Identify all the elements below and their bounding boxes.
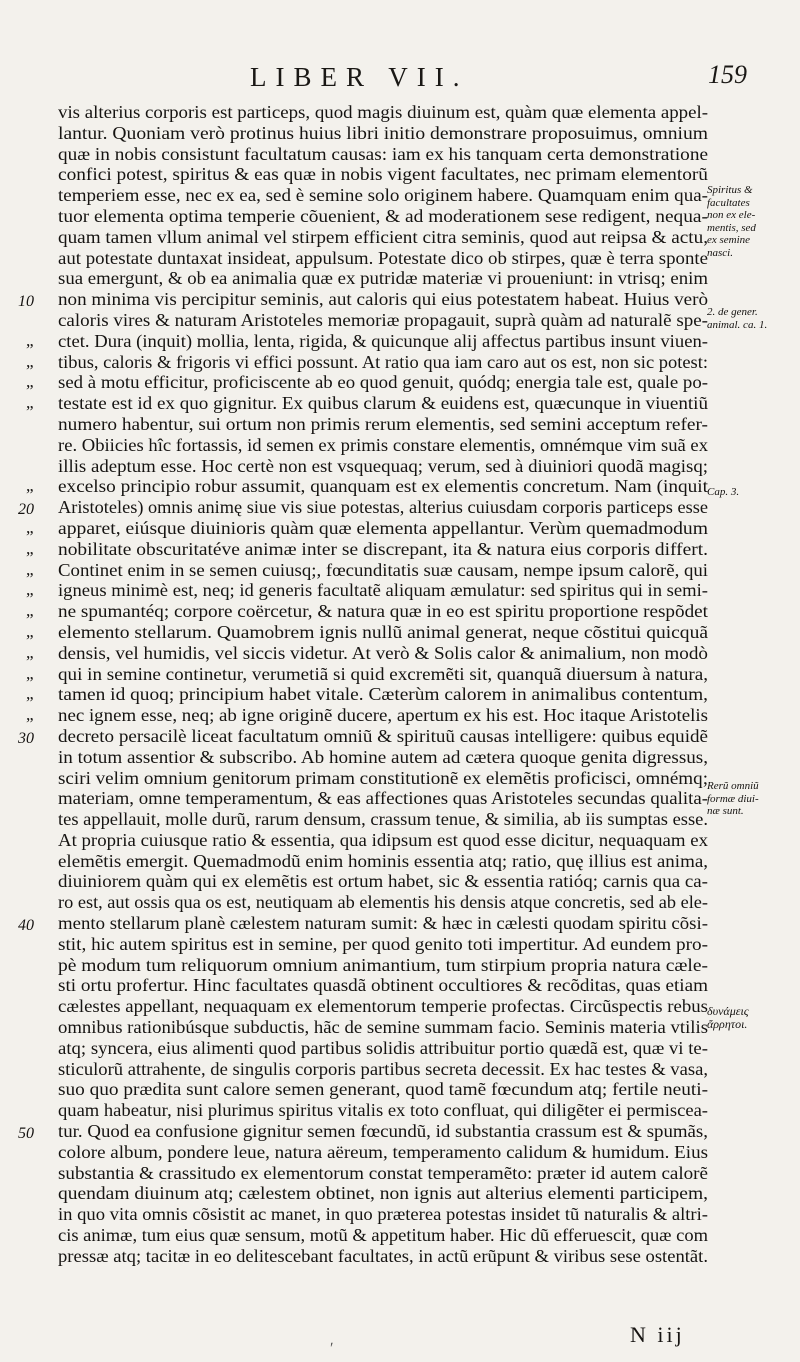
text-line [58,809,708,830]
text-line [58,456,708,477]
margin-note-line: næ sunt. [707,805,744,817]
text-line [58,1038,708,1059]
line-text: caloris vires & naturam Aristoteles memoriæ propagauit, suprà quàm ad naturalẽ spe- [58,309,709,330]
text-line [26,351,708,373]
text-line [18,1121,708,1143]
text-line [58,830,708,851]
line-number: 20 [18,501,34,519]
margin-note-line: Spiritus & [707,184,753,196]
line-text: in quo vita omnis cõsistit ac manet, in quo præterea potestas insidet tũ naturalis & altri- [58,1204,708,1225]
text-line [58,1079,708,1100]
line-number: 50 [18,1125,34,1143]
text-line [26,580,708,601]
text-line [58,227,708,248]
text-line [58,996,708,1017]
quotation-mark: „ [26,642,34,662]
text-line [58,1142,708,1163]
running-header [0,58,800,98]
text-line [26,476,708,497]
ink-smudge: ʹ [330,1340,334,1357]
line-number: 40 [18,917,34,935]
line-text: cælestes appellant, nequaquam ex elementorum temperie profectas. Circũspectis rebus [58,996,708,1017]
quotation-mark: „ [26,601,34,621]
quotation-mark: „ [26,393,34,413]
text-line [26,559,708,581]
line-text: sciri velim omnium genitorum primam constitutionẽ ex elemẽtis proficisci, omnémq; [58,767,708,788]
text-line [58,144,708,165]
margin-note-line: ἄρρητοι. [707,1016,748,1031]
text-line [18,497,708,519]
line-text: testate est id ex quo gignitur. Ex quibus clarum & euidens est, quæcunque in viuentiũ [58,393,708,414]
text-line [26,538,708,560]
line-text: excelso principio robur assumit, quanquam est ex elementis concretum. Nam (inquit [58,476,708,497]
margin-note-rerum-omnium [707,780,799,818]
text-line [58,164,708,185]
line-text: sticulorũ attrahente, de singulis corporis partibus secreta decessit. Ex hac testes & vasa, [58,1058,708,1079]
text-line [58,268,708,289]
line-text: pressæ atq; tacitæ in eo delitescebant facultates, in actũ erũpunt & viribus sese ostentãt. [58,1245,708,1266]
line-text: elemẽtis emergit. Quemadmodũ enim hominis essentia atq; ratio, quę illius est anima, [58,850,708,871]
line-text: ro est, aut ossis qua os est, neutiquam ab elementis his densis atque concretis, sed ab ele- [58,892,708,913]
line-text: cis animæ, tum eius quæ sensum, motũ & appetitum haber. Hic dũ efferuescit, quæ com [58,1225,708,1246]
quotation-mark: „ [26,517,34,537]
text-line [26,642,708,664]
quotation-mark: „ [26,538,34,558]
line-text: mento stellarum planè cælestem naturam sumit: & hæc in cælesti quodam spiritu cõsi- [58,913,708,934]
line-text: temperiem esse, nec ex ea, sed è semine solo originem habere. Quamquam enim qua- [58,185,708,206]
line-text: nec ignem esse, neq; ab igne originẽ ducere, apertum ex his est. Hoc itaque Aristotelis [58,705,708,726]
line-text: igneus minimè est, neq; id generis facultatẽ aliquam æmulatur: sed spiritus qui in semi- [58,580,708,601]
line-text: sua emergunt, & ob ea animalia quæ ex putridæ materiæ vi proueniunt: in vtrisq; enim [58,268,708,289]
margin-note-cap3 [707,486,799,499]
quotation-mark: „ [26,559,34,579]
line-text: qui in semine continetur, verumetiã si quid excremẽti sit, quanquã diuersum à natura, [58,663,709,684]
line-text: colore album, pondere leue, natura aëreum, temperamento calidum & humidum. Eius [58,1141,708,1162]
margin-note-line: mentis, sed [707,221,756,234]
text-line [26,663,709,685]
quotation-mark: „ [26,684,34,704]
line-text: re. Obiicies hîc fortassis, id semen ex primis constare elementis, omnémque vim suã ex [58,434,708,455]
text-line [58,1246,708,1267]
margin-note-line: formæ diui- [707,792,759,805]
text-line [58,892,708,913]
margin-note-line: Rerũ omniũ [707,780,759,792]
margin-note-line: non ex ele- [707,209,756,221]
line-text: ne spumantéq; corpore coërcetur, & natura quæ in eo est spiritu proportione respõdet [58,601,709,622]
text-line [58,310,708,331]
margin-note-line: δυνάμεις [707,1004,749,1018]
text-line [26,372,708,393]
line-text: in totum assentior & subscribo. Ab homine autem ad cætera quoque genita digressus, [58,746,708,767]
quotation-mark: „ [26,372,34,392]
margin-note-line: 2. de gener. [707,306,758,318]
text-line [58,1100,708,1121]
line-text: tur. Quod ea confusione gignitur semen fœcundũ, id substantia crassum est & spumãs, [58,1121,708,1142]
line-text: diuiniorem quàm qui ex elemẽtis est ortum habet, sic & essentia ratióq; carnis qua ca- [58,871,709,892]
text-line [18,913,708,935]
text-line [58,1059,708,1080]
margin-note-greek [707,1005,799,1030]
line-text: tuor elementa optima temperie cõuenient, & ad moderationem sese redigent, nequa- [58,205,708,226]
line-text: numero habentur, sui ortum non primis rerum elementis, sed semini acceptum refer- [58,413,708,434]
line-text: quendam diuinum atq; cælestem obtinet, non ignis aut alterius elementi participem, [58,1183,708,1204]
text-line [58,102,708,123]
quotation-mark: „ [26,580,34,600]
line-text: densis, vel humidis, vel siccis videtur. At verò & Solis calor & animalium, non modò [58,642,708,663]
quotation-mark: „ [26,705,34,725]
text-line [58,747,708,768]
margin-note-spiritus [707,184,799,259]
text-line [26,601,709,622]
line-text: omnibus rationibúsque subductis, hãc de semine summam facio. Seminis materia vtilis [58,1017,708,1038]
quotation-mark: „ [26,351,34,371]
line-text: pè modum tum reliquorum omnium animantium, tum stirpium propria natura cæle- [58,954,708,975]
text-line [18,289,708,311]
margin-note-line: ex semine [707,234,751,246]
line-text: suo quo prædita sunt calore semen generant, quod tamẽ fœcundum atq; fertile neuti- [58,1079,708,1100]
margin-note-de-gener [707,306,799,331]
text-line [58,248,708,269]
line-text: tamen id quoq; principium habet vitale. Cæterùm calorem in animalibus contentum, [58,684,708,705]
line-text: ctet. Dura (inquit) mollia, lenta, rigida, & quicunque alij affectus partibus insunt viuen- [58,330,708,351]
text-line [58,975,708,996]
margin-note-line: Cap. 3. [707,486,740,498]
line-text: lantur. Quoniam verò protinus huius libri initio demonstrare proposuimus, omnium [58,122,708,143]
line-text: non minima vis percipitur seminis, aut caloris qui eius potestatem habeat. Huius verò [58,289,708,310]
text-line [58,871,708,892]
text-line [18,725,708,747]
line-number: 10 [18,293,34,311]
text-line [26,393,708,414]
line-text: quam habeatur, nisi plurimus spiritus vitalis ex toto confluat, qui diligẽter ei permisceа- [58,1100,708,1121]
text-line [26,330,708,352]
line-text: illis adeptum esse. Hoc certè non est vsquequaq; verum, sed à diuiniori quodã magisq; [58,455,708,476]
text-line [58,1017,708,1038]
quotation-mark: „ [26,330,34,350]
text-line [26,705,708,726]
margin-note-line: animal. ca. 1. [707,318,768,331]
line-text: Continet enim in se semen cuiusq;, fœcunditatis suæ causam, nempe ipsum calorẽ, qui [58,559,708,580]
text-line [58,206,708,227]
line-text: Aristoteles) omnis animę siue vis siue potestas, alterius cuiusdam corporis particeps esse [58,497,708,518]
text-line [58,414,708,435]
line-text: substantia & crassitudo ex elementorum constat temperamẽto: præter id autem calorẽ [58,1162,708,1183]
signature-mark: N iij [630,1322,685,1347]
line-text: apparet, eiúsque diuinioris quàm quæ elementa appellantur. Verùm quemadmodum [58,517,708,538]
running-title: LIBER VII. [250,62,469,92]
text-line [58,768,708,789]
text-line [26,684,708,705]
line-text: quam tamen vllum animal vel stirpem efficient citra seminis, quod aut reipsa & actu, [58,226,708,247]
text-line [58,955,708,976]
line-text: decreto persacilè liceat facultatum omniũ & spirituũ causas intelligere: quibus equidẽ [58,725,708,746]
line-text: aut potestate duntaxat insideat, appulsum. Potestate dico ob stirpes, quæ è terra sponte [58,247,708,268]
main-text-block [18,102,709,1267]
line-text: stit, hic autem spiritus est in semine, per quod genito toti impertitur. Ad eundem pro- [58,933,708,954]
line-text: sed à motu efficitur, proficiscente ab eo quod genuit, quódq; energia tale est, quale po- [58,372,708,393]
text-line [58,185,708,206]
line-text: nobilitate obscuritatéve animæ inter se discrepant, ita & natura eius corporis differt. [58,538,708,559]
line-text: elemento stellarum. Quamobrem ignis nullũ animal generat, neque cõstitui quicquã [58,621,708,642]
text-line [58,435,708,456]
text-line [26,621,708,643]
text-line [58,1163,708,1184]
text-line [58,851,708,872]
text-line [58,1225,708,1246]
line-text: confici potest, spiritus & eas quæ in nobis vigent facultates, nec primam elementorũ [58,164,708,185]
quotation-mark: „ [26,663,34,683]
text-line [26,517,708,539]
line-text: quæ in nobis consistunt facultatum causas: iam ex his tanquam certa demonstratione [58,143,708,164]
margin-note-line: facultates [707,196,750,209]
line-text: materiam, omne temperamentum, & eas affectiones quas Aristoteles secundas qualita- [58,788,708,809]
text-line [58,123,708,144]
text-line [58,934,708,955]
line-text: tibus, caloris & frigoris vi effici possunt. At ratio qua iam caro aut os est, non sic potest: [58,351,708,372]
quotation-mark: „ [26,476,34,496]
text-line [58,1183,708,1204]
line-text: atq; syncera, eius alimenti quod partibus solidis attribuitur portio quædã est, quæ vi te- [58,1037,708,1058]
line-text: vis alterius corporis est particeps, quod magis diuinum est, quàm quæ elementa appel- [58,102,708,122]
margin-note-line: nasci. [707,246,733,259]
line-text: At propria cuiusque ratio & essentia, qua idipsum est quod esse dicitur, nequaquam ex [58,829,708,850]
line-text: tes appellauit, molle durũ, rarum densum, crassum tenue, & similia, ab iis sumptas esse. [58,809,708,830]
text-line [58,1204,708,1225]
text-line [58,788,708,809]
line-number: 30 [18,729,34,747]
line-text: sti ortu profertur. Hinc facultates quasdã obtinent occultiores & recõditas, quas etiam [58,975,708,996]
quotation-mark: „ [26,621,34,641]
folio-number: 159 [708,60,747,89]
